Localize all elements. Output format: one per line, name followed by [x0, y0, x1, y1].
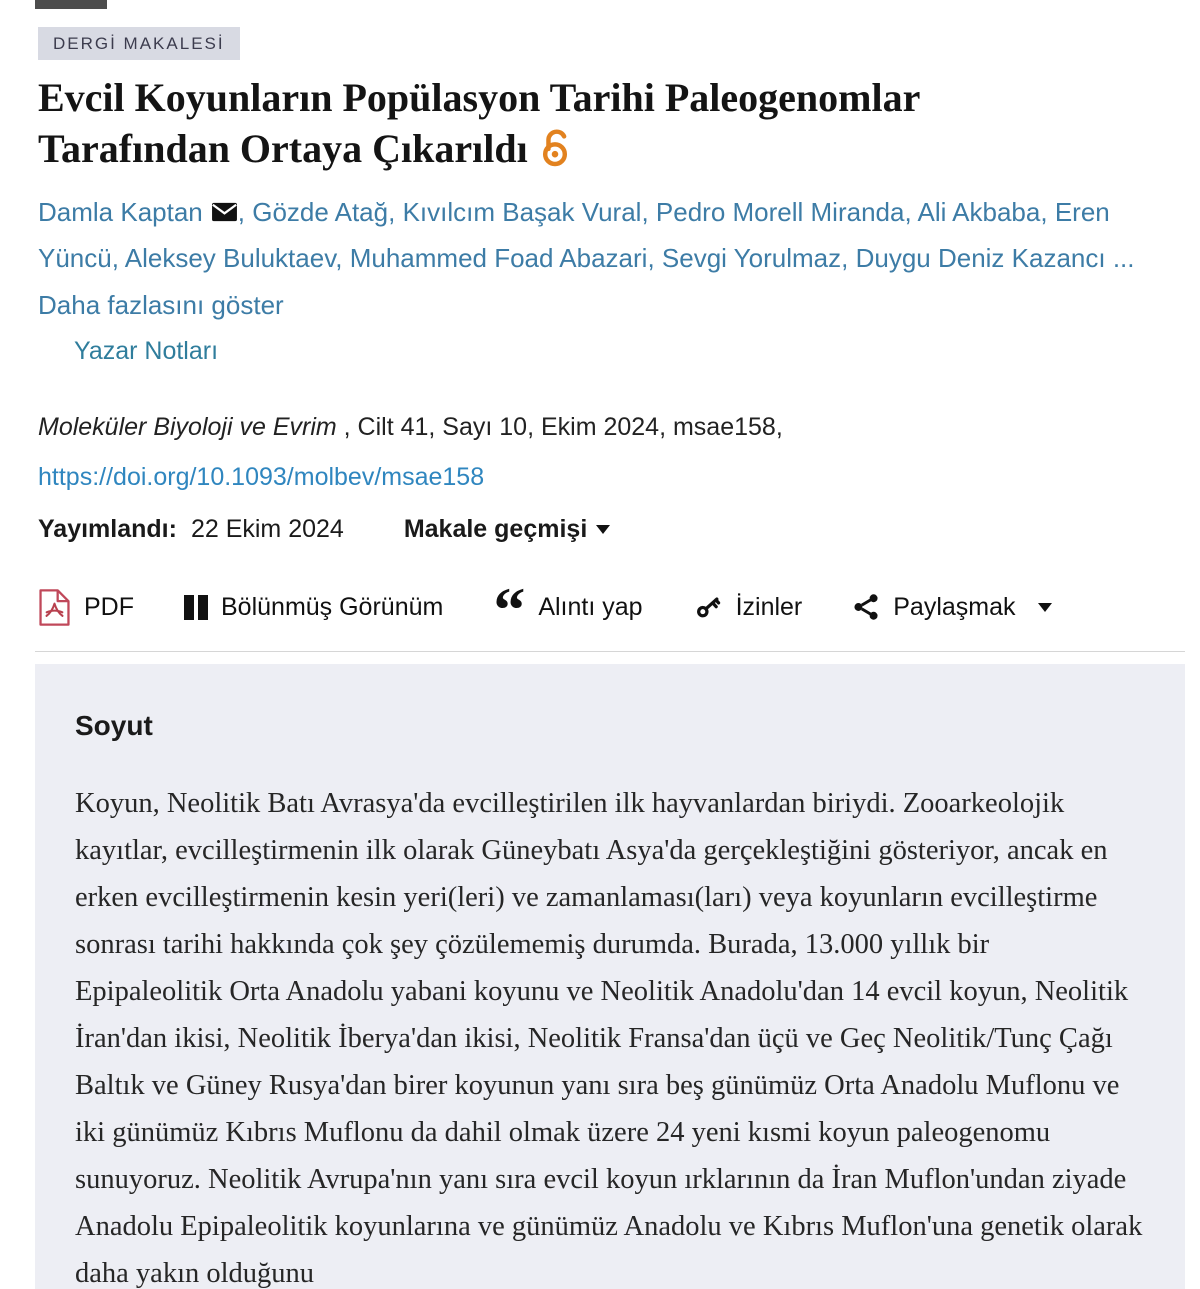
permissions-label: İzinler	[735, 592, 803, 621]
permissions-button[interactable]	[693, 592, 803, 622]
cite-button[interactable]	[493, 574, 643, 646]
cite-label: Alıntı yap	[538, 592, 643, 621]
journal-name-link[interactable]: Moleküler Biyoloji ve Evrim	[38, 412, 337, 441]
author-link[interactable]: Aleksey Buluktaev	[124, 243, 336, 274]
pdf-label: PDF	[84, 592, 134, 621]
email-icon	[211, 202, 238, 222]
toolbar-divider	[35, 651, 1185, 652]
published-date: 22 Ekim 2024	[190, 514, 344, 543]
abstract-text: Koyun, Neolitik Batı Avrasya'da evcilleştirilen ilk hayvanlardan biriydi. Zooarkeolojik kayıtlar, evcilleştirmenin ilk olarak Güneybatı Asya'da gerçekleştiğini gösteriyor, ancak en erken evcilleştirmenin kesin yeri(leri) ve zamanlaması(ları) veya koyunların evcilleştirme sonrası tarihi hakkında çok şey çözülememiş durumda. Burada, 13.000 yıllık bir Epipaleolitik Orta Anadolu yabani koyunu ve Neolitik Anadolu'dan 14 evcil koyun, Neolitik İran'dan ikisi, Neolitik İberya'dan ikisi, Neolitik Fransa'dan üçü ve Geç Neolitik/Tunç Çağı Baltık ve Güney Rusya'dan birer koyunun yanı sıra beş günümüz Orta Anadolu Muflonu ve iki günümüz Kıbrıs Muflonu da dahil olmak üzere 24 yeni kısmi koyun paleogenomu sunuyoruz. Neolitik Avrupa'nın yanı sıra evcil koyun ırklarının da İran Muflon'undan ziyade Anadolu Epipaleolitik koyunlarına ve günümüz Anadolu ve Kıbrıs Muflon'una genetik olarak daha yakın olduğunu	[75, 787, 1143, 1289]
article-history-label: Makale geçmişi	[403, 514, 588, 543]
share-label: Paylaşmak	[893, 592, 1016, 621]
abstract-section	[35, 664, 1185, 1289]
split-view-label: Bölünmüş Görünüm	[221, 592, 444, 621]
key-icon	[693, 592, 723, 622]
issue-info: , Cilt 41, Sayı 10, Ekim 2024, msae158,	[336, 412, 783, 441]
split-view-button[interactable]	[184, 593, 443, 622]
article-type-badge: DERGİ MAKALESİ	[38, 27, 240, 60]
share-icon	[852, 593, 880, 621]
article-history-dropdown[interactable]	[404, 515, 610, 544]
author-link[interactable]: Ali Akbaba	[917, 196, 1041, 227]
published-label: Yayımlandı:	[38, 514, 177, 543]
author-link[interactable]: Eren Yüncü	[38, 196, 1110, 274]
author-link[interactable]: Muhammed Foad Abazari	[349, 243, 648, 274]
cropped-top-element	[35, 0, 107, 9]
citation-line	[38, 413, 1162, 442]
title-line-2: Tarafından Ortaya Çıkarıldı	[38, 125, 528, 171]
author-link[interactable]: Pedro Morell Miranda	[655, 196, 905, 227]
abstract-heading: Soyut	[75, 709, 153, 741]
authors-line: Damla Kaptan , Gözde Atağ, Kıvılcım Başak Vural, Pedro Morell Miranda, Ali Akbaba, Eren Yüncü, Aleksey Buluktaev, Muhammed Foad Abazari, Sevgi Yorulmaz, Duygu Deniz Kazancı ... Daha fazlasını göster	[38, 196, 1135, 321]
author-link[interactable]: Gözde Atağ	[252, 196, 389, 227]
author-link[interactable]: Kıvılcım Başak Vural	[402, 196, 642, 227]
caret-down-icon	[596, 525, 610, 534]
article-title	[38, 73, 1162, 175]
share-button[interactable]	[852, 593, 1051, 622]
author-link[interactable]: Duygu Deniz Kazancı	[855, 243, 1106, 274]
author-notes-link[interactable]: Yazar Notları	[74, 336, 219, 365]
caret-down-icon	[1038, 603, 1052, 612]
show-more-authors-link[interactable]: Daha fazlasını göster	[38, 290, 284, 321]
article-toolbar	[38, 574, 1162, 646]
author-link[interactable]: Sevgi Yorulmaz	[661, 243, 842, 274]
author-link[interactable]: Damla Kaptan	[38, 196, 203, 227]
pdf-file-icon	[38, 588, 71, 627]
quote-icon: “	[493, 574, 526, 646]
published-line	[38, 515, 1162, 544]
doi-link[interactable]: https://doi.org/10.1093/molbev/msae158	[38, 462, 485, 491]
split-view-icon	[184, 595, 208, 620]
pdf-button[interactable]	[38, 588, 134, 627]
open-access-icon	[538, 126, 572, 168]
title-line-1: Evcil Koyunların Popülasyon Tarihi Paleogenomlar	[38, 75, 921, 120]
